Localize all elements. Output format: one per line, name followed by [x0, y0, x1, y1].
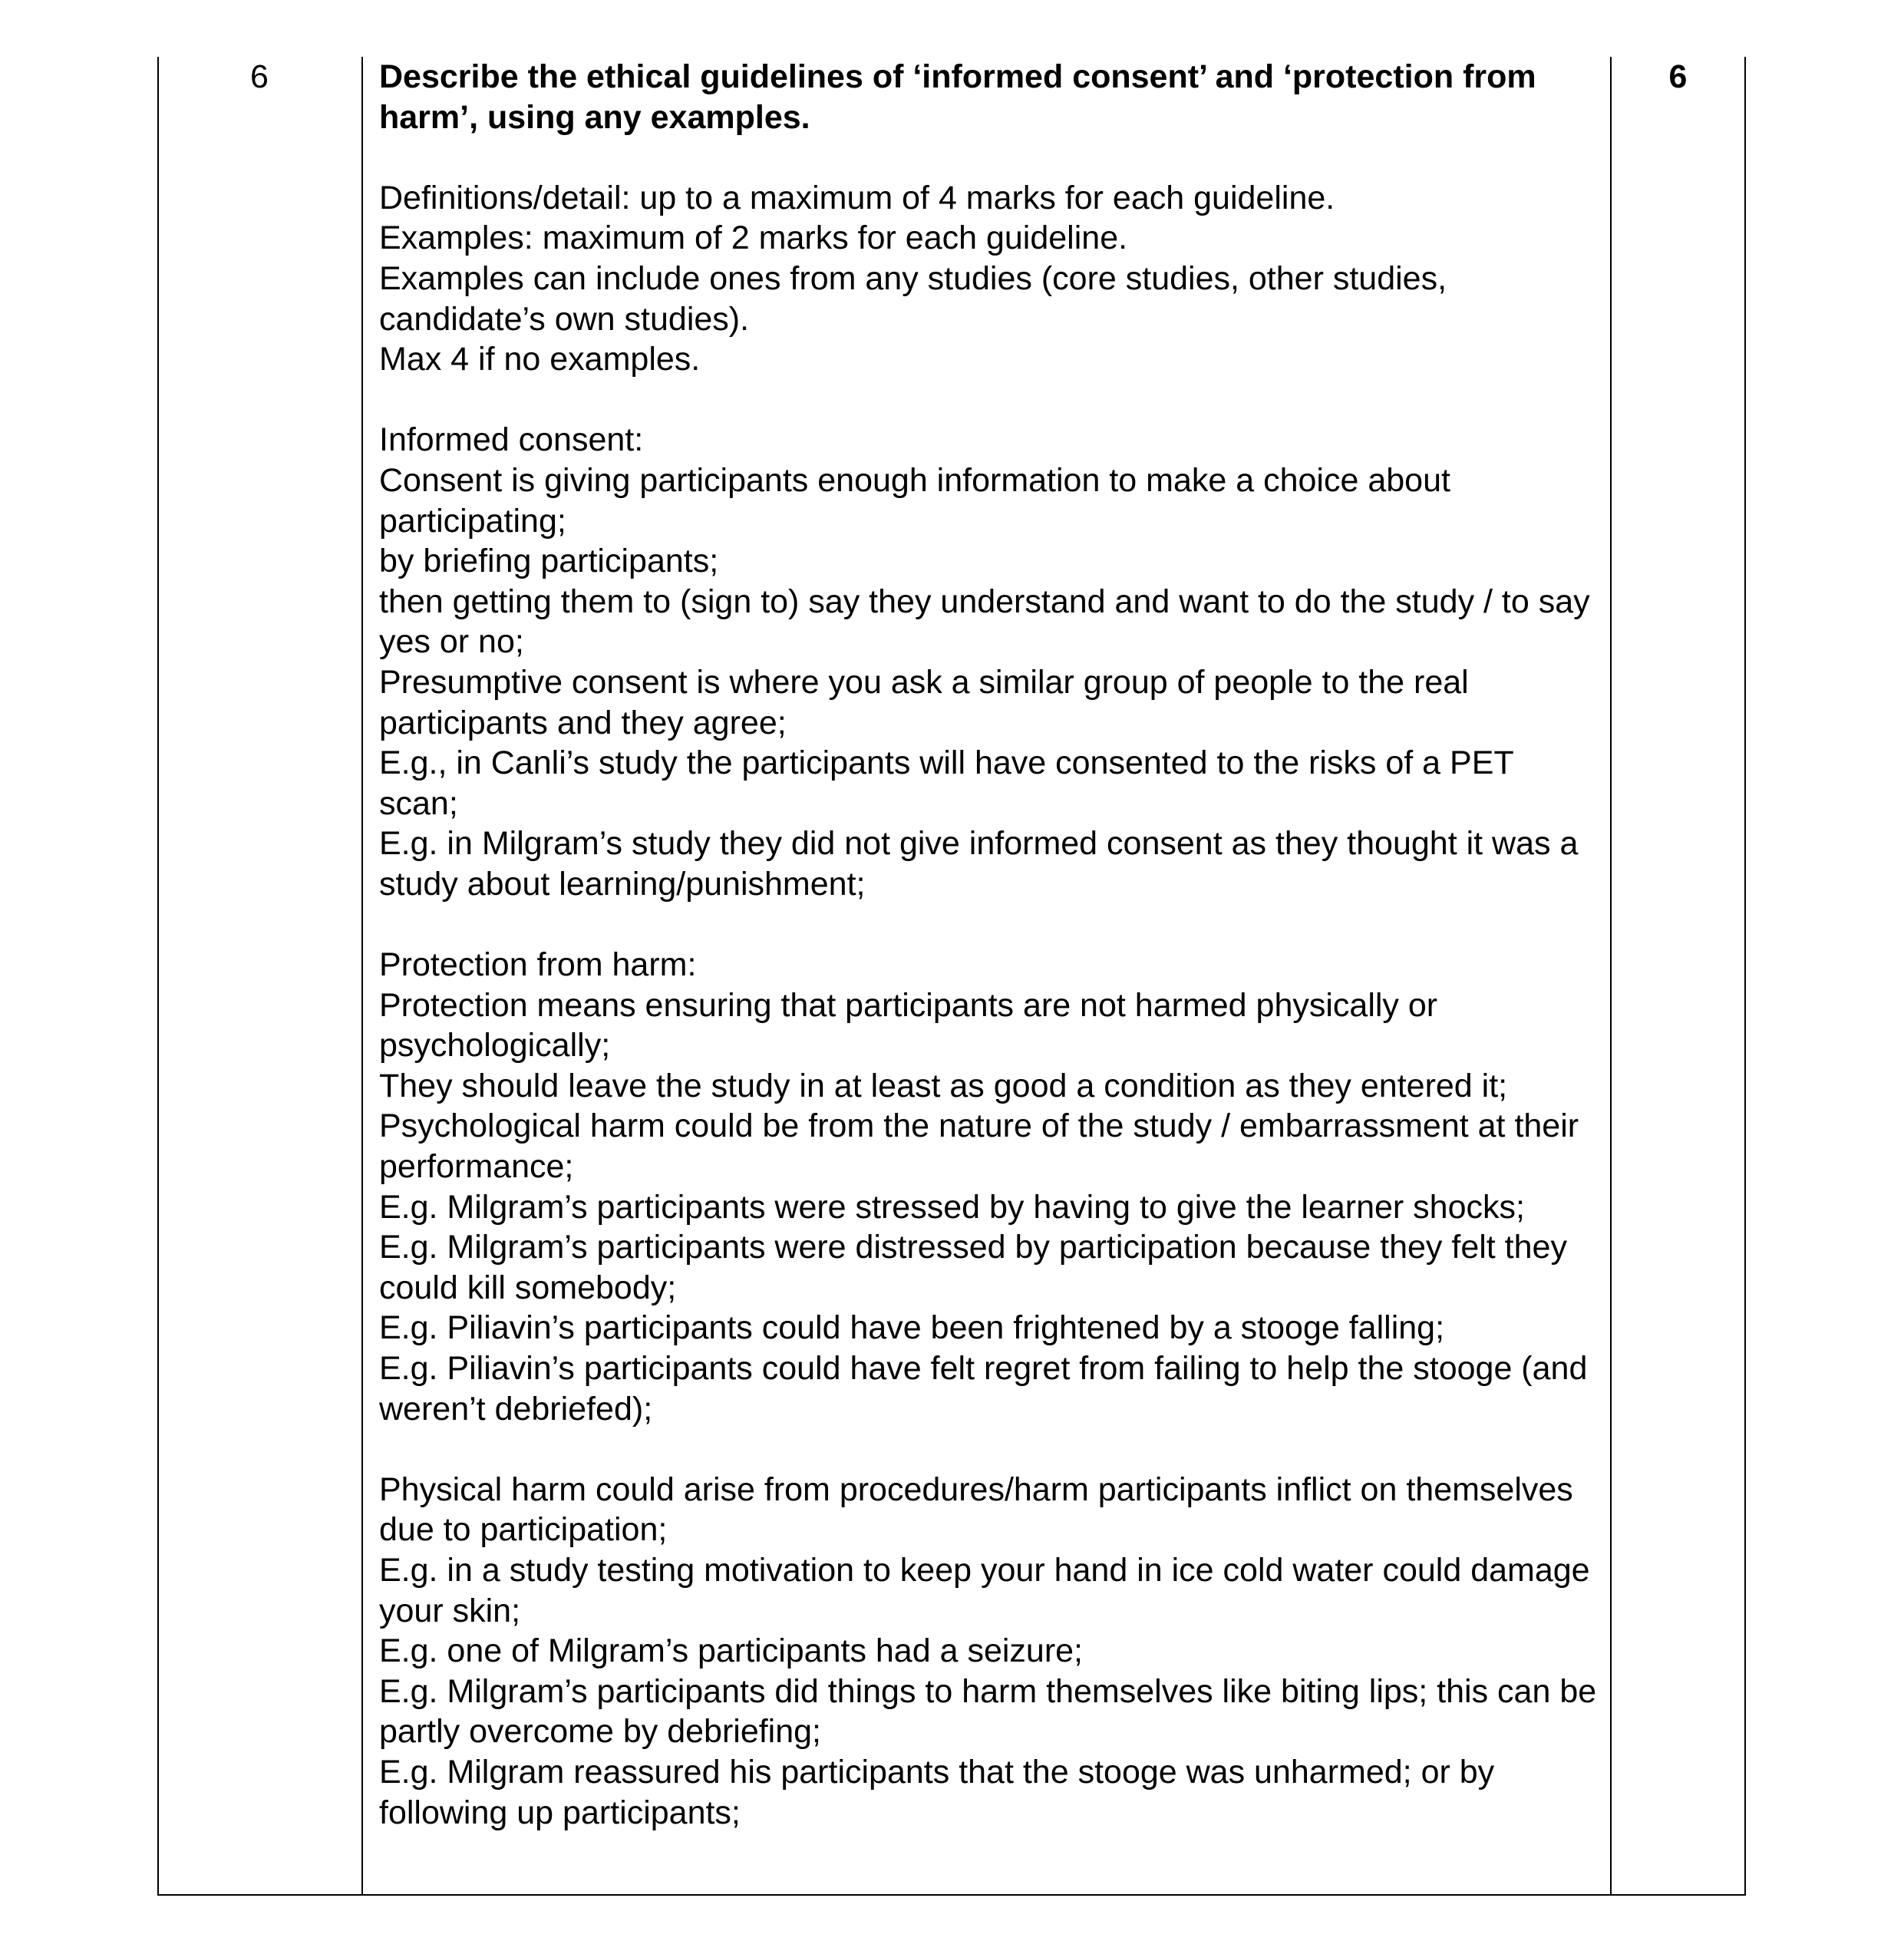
guidance-line: Physical harm could arise from procedures/harm participants inflict on themselves due to participation;: [379, 1470, 1573, 1549]
guidance-line: Protection from harm:: [379, 946, 697, 984]
guidance-line: E.g. Piliavin’s participants could have felt regret from failing to help the stooge (and weren’t debriefed);: [379, 1350, 1588, 1428]
guidance-line: Examples: maximum of 2 marks for each guideline.: [379, 219, 1128, 257]
guidance-blocks: [379, 178, 1599, 1833]
guidance-block: [379, 1470, 1599, 1833]
guidance-line: E.g. Milgram’s participants did things to harm themselves like biting lips; this can be partly overcome by debriefing;: [379, 1672, 1597, 1751]
guidance-line: Consent is giving participants enough information to make a choice about participating;: [379, 461, 1450, 540]
guidance-line: Max 4 if no examples.: [379, 341, 701, 378]
marks-value: 6: [1668, 58, 1688, 95]
answer-cell: [379, 57, 1599, 1833]
guidance-line: E.g. Piliavin’s participants could have been frightened by a stooge falling;: [379, 1309, 1445, 1347]
guidance-line: E.g., in Canli’s study the participants will have consented to the risks of a PET scan;: [379, 744, 1513, 822]
guidance-line: Presumptive consent is where you ask a similar group of people to the real participants and they agree;: [379, 663, 1469, 741]
column-divider-2: [1610, 57, 1612, 1896]
guidance-line: Examples can include ones from any studies (core studies, other studies, candidate’s own studies).: [379, 259, 1447, 338]
guidance-line: E.g. one of Milgram’s participants had a seizure;: [379, 1632, 1084, 1670]
table-border-right: [1744, 57, 1746, 1896]
guidance-line: They should leave the study in at least as good a condition as they entered it;: [379, 1067, 1508, 1104]
table-border-bottom: [157, 1894, 1746, 1896]
question-text: Describe the ethical guidelines of ‘informed consent’ and ‘protection from harm’, using any examples.: [379, 58, 1536, 136]
guidance-block: [379, 178, 1599, 380]
column-divider-1: [361, 57, 363, 1896]
mark-scheme-table: [157, 57, 1746, 1896]
guidance-block: [379, 420, 1599, 904]
table-border-left: [157, 57, 159, 1896]
guidance-line: then getting them to (sign to) say they understand and want to do the study / to say yes or no;: [379, 583, 1590, 661]
guidance-line: E.g. Milgram’s participants were stressed by having to give the learner shocks;: [379, 1188, 1525, 1226]
question-number: 6: [250, 58, 269, 95]
guidance-block: [379, 945, 1599, 1429]
guidance-line: Informed consent:: [379, 421, 644, 459]
guidance-line: E.g. Milgram’s participants were distressed by participation because they felt they could kill somebody;: [379, 1229, 1567, 1306]
guidance-line: by briefing participants;: [379, 543, 719, 580]
guidance-line: E.g. Milgram reassured his participants that the stooge was unharmed; or by following up participants;: [379, 1753, 1495, 1831]
guidance-line: Protection means ensuring that participants are not harmed physically or psychologically;: [379, 986, 1438, 1064]
guidance-line: Definitions/detail: up to a maximum of 4 marks for each guideline.: [379, 179, 1335, 216]
guidance-line: Psychological harm could be from the nature of the study / embarrassment at their performance;: [379, 1107, 1579, 1186]
guidance-line: E.g. in Milgram’s study they did not give informed consent as they thought it was a study about learning/punishment;: [379, 825, 1579, 903]
guidance-line: E.g. in a study testing motivation to keep your hand in ice cold water could damage your skin;: [379, 1551, 1590, 1629]
